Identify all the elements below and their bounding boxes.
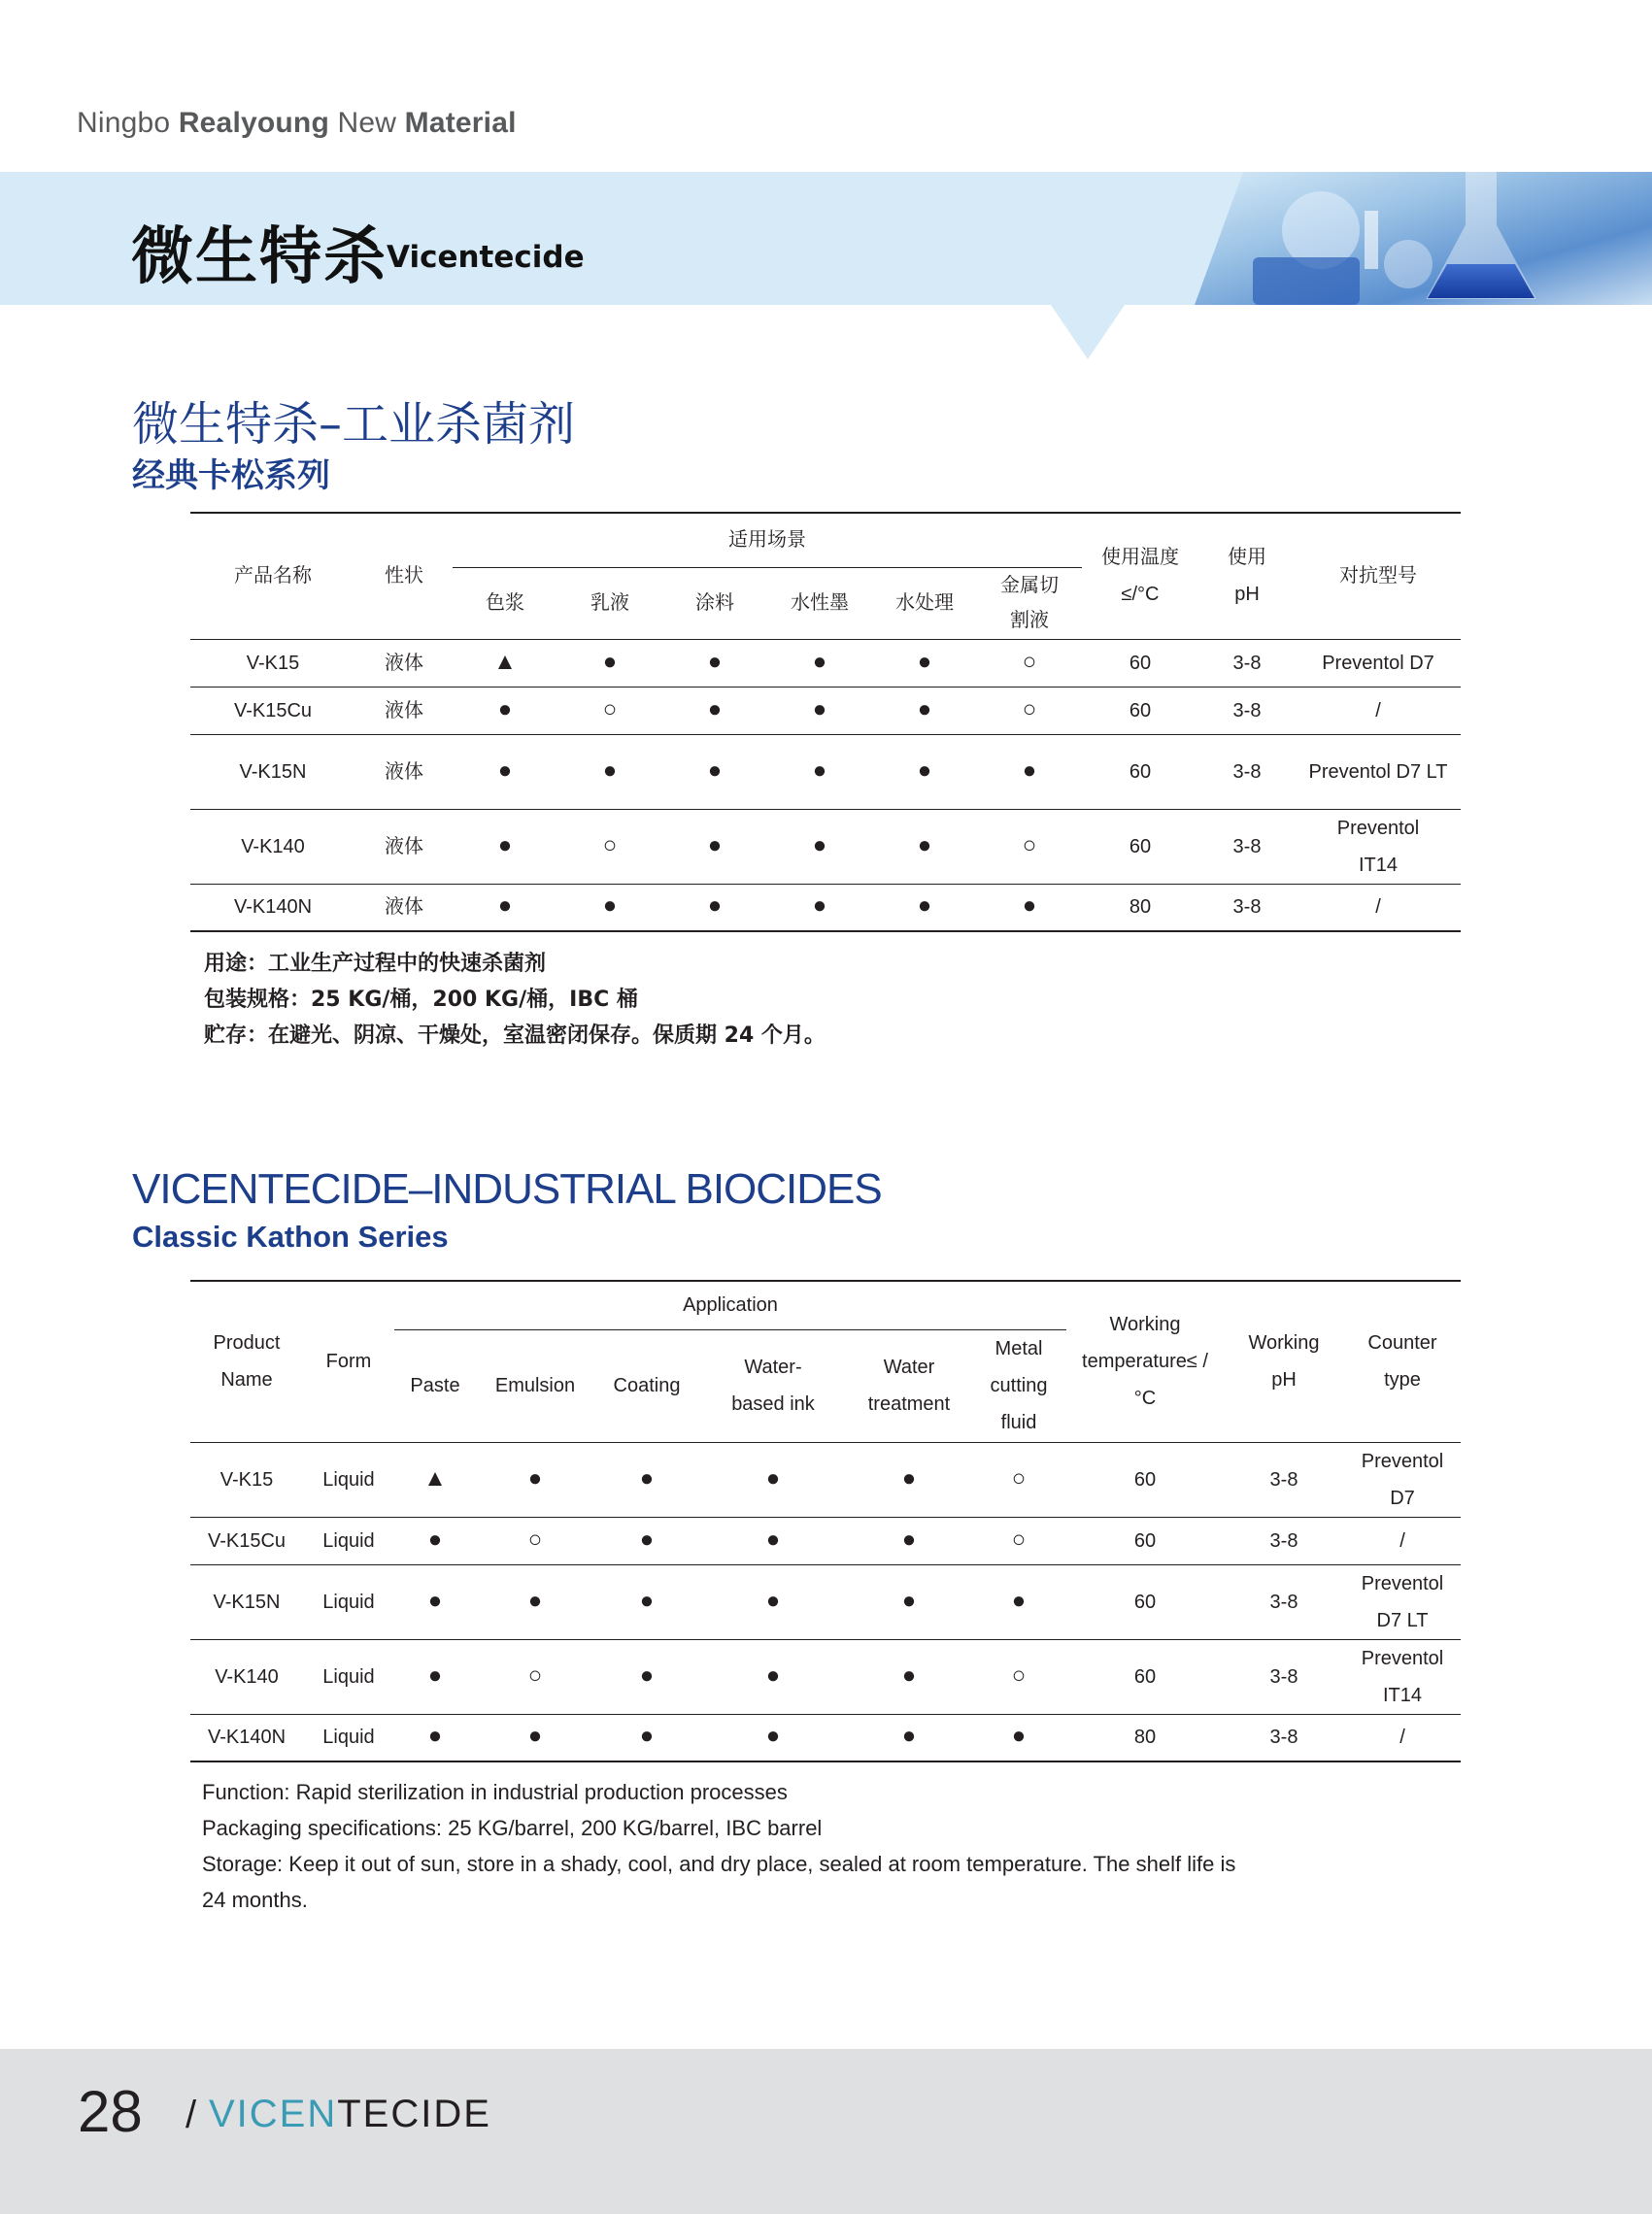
cn-notes xyxy=(204,946,826,1054)
app-marker: ● xyxy=(1011,1723,1027,1750)
table-row xyxy=(190,809,1461,884)
app-marker: ○ xyxy=(1022,695,1037,722)
en-note-packaging: Packaging specifications: 25 KG/barrel, 200 KG/barrel, IBC barrel xyxy=(202,1816,823,1840)
company-name-part4: Material xyxy=(404,107,517,139)
app-marker: ● xyxy=(901,1587,917,1614)
app-marker: ● xyxy=(917,756,932,784)
form-cell: Liquid xyxy=(303,1442,394,1517)
app-marker: ● xyxy=(427,1723,443,1750)
app-marker: ● xyxy=(1022,892,1037,920)
ph-cell: 3-8 xyxy=(1224,1442,1344,1517)
table-row xyxy=(190,1639,1461,1714)
footer-brand-part1: VICEN xyxy=(209,2093,338,2135)
counter-cell: / xyxy=(1344,1714,1461,1761)
app-marker: ● xyxy=(901,1723,917,1750)
app-marker: ● xyxy=(812,756,827,784)
page-number: 28 xyxy=(78,2079,143,2144)
app-marker: ○ xyxy=(1022,648,1037,675)
company-name xyxy=(77,107,517,140)
en-header-app-paste: Paste xyxy=(410,1375,460,1396)
cn-header-application: 适用场景 xyxy=(453,513,1082,567)
form-cell: 液体 xyxy=(355,734,453,809)
app-marker: ● xyxy=(765,1723,781,1750)
table-row xyxy=(190,884,1461,931)
product-cell: V-K15 xyxy=(190,639,355,687)
form-cell: Liquid xyxy=(303,1639,394,1714)
app-marker: ▲ xyxy=(493,648,517,675)
cn-note-usage: 用途：工业生产过程中的快速杀菌剂 xyxy=(204,952,547,976)
app-marker: ● xyxy=(812,648,827,675)
temp-cell: 60 xyxy=(1082,809,1198,884)
ph-cell: 3-8 xyxy=(1224,1639,1344,1714)
form-cell: 液体 xyxy=(355,884,453,931)
app-marker: ● xyxy=(765,1661,781,1689)
app-marker: ● xyxy=(427,1661,443,1689)
temp-cell: 80 xyxy=(1066,1714,1224,1761)
cn-header-app-coating: 涂料 xyxy=(695,592,734,614)
app-marker: ● xyxy=(427,1587,443,1614)
app-marker: ● xyxy=(917,892,932,920)
app-marker: ● xyxy=(639,1723,655,1750)
app-marker: ● xyxy=(901,1464,917,1492)
app-marker: ● xyxy=(812,831,827,858)
app-marker: ● xyxy=(602,892,618,920)
counter-cell: / xyxy=(1296,884,1461,931)
app-marker: ○ xyxy=(527,1526,543,1553)
en-header-form: Form xyxy=(303,1281,394,1442)
en-note-shelf-life: 24 months. xyxy=(202,1888,308,1912)
app-marker: ● xyxy=(639,1526,655,1553)
en-header-product: Product Name xyxy=(190,1281,303,1442)
banner-notch xyxy=(1051,305,1125,359)
app-marker: ● xyxy=(765,1526,781,1553)
product-cell: V-K15N xyxy=(190,734,355,809)
counter-cell: / xyxy=(1344,1517,1461,1564)
temp-cell: 60 xyxy=(1066,1517,1224,1564)
app-marker: ● xyxy=(639,1661,655,1689)
app-marker: ○ xyxy=(1011,1464,1027,1492)
en-header-app-coating: Coating xyxy=(613,1375,681,1396)
app-marker: ○ xyxy=(527,1661,543,1689)
form-cell: Liquid xyxy=(303,1517,394,1564)
temp-cell: 60 xyxy=(1082,687,1198,734)
company-name-part3: New xyxy=(328,107,405,139)
cn-header-app-water: 水处理 xyxy=(895,592,954,614)
ph-cell: 3-8 xyxy=(1198,734,1296,809)
app-marker: ● xyxy=(497,892,513,920)
cn-note-packaging: 包装规格：25 KG/桶，200 KG/桶，IBC 桶 xyxy=(204,988,638,1012)
app-marker: ● xyxy=(497,756,513,784)
app-marker: ● xyxy=(527,1723,543,1750)
counter-cell: / xyxy=(1296,687,1461,734)
cn-header-temp-line2: ≤/°C xyxy=(1121,584,1160,606)
lab-glassware-illustration xyxy=(1117,172,1652,305)
cn-section-title: 微生特杀–工业杀菌剂 xyxy=(132,397,576,452)
table-row xyxy=(190,734,1461,809)
en-section-title: VICENTECIDE–INDUSTRIAL BIOCIDES xyxy=(132,1165,882,1213)
app-marker: ● xyxy=(707,892,723,920)
page-slash: / xyxy=(185,2094,197,2136)
cn-header-counter: 对抗型号 xyxy=(1296,513,1461,639)
cn-header-temp xyxy=(1082,513,1198,639)
cn-header-ph-line2: pH xyxy=(1234,584,1260,606)
company-name-part1: Ningbo xyxy=(77,107,179,139)
product-cell: V-K140 xyxy=(190,809,355,884)
footer-brand-part2: TECIDE xyxy=(337,2093,491,2135)
app-marker: ● xyxy=(639,1587,655,1614)
ph-cell: 3-8 xyxy=(1224,1714,1344,1761)
product-cell: V-K140N xyxy=(190,884,355,931)
cn-section-subtitle: 经典卡松系列 xyxy=(132,456,330,495)
product-cell: V-K15 xyxy=(190,1442,303,1517)
temp-cell: 60 xyxy=(1082,734,1198,809)
ph-cell: 3-8 xyxy=(1198,809,1296,884)
app-marker: ● xyxy=(527,1464,543,1492)
form-cell: 液体 xyxy=(355,639,453,687)
app-marker: ○ xyxy=(1022,831,1037,858)
cn-header-ph xyxy=(1198,513,1296,639)
en-header-app-emulsion: Emulsion xyxy=(494,1375,576,1396)
app-marker: ● xyxy=(497,831,513,858)
app-marker: ● xyxy=(602,756,618,784)
table-row xyxy=(190,1517,1461,1564)
cn-header-product: 产品名称 xyxy=(190,513,355,639)
app-marker: ▲ xyxy=(423,1464,447,1492)
ph-cell: 3-8 xyxy=(1224,1517,1344,1564)
product-cell: V-K15Cu xyxy=(190,1517,303,1564)
ph-cell: 3-8 xyxy=(1224,1564,1344,1639)
app-marker: ● xyxy=(812,695,827,722)
page-footer xyxy=(0,2049,1652,2214)
ph-cell: 3-8 xyxy=(1198,884,1296,931)
table-row xyxy=(190,1442,1461,1517)
app-marker: ● xyxy=(707,648,723,675)
app-marker: ● xyxy=(707,695,723,722)
app-marker: ● xyxy=(917,695,932,722)
app-marker: ○ xyxy=(1011,1661,1027,1689)
en-header-ph: Working pH xyxy=(1224,1281,1344,1442)
app-marker: ● xyxy=(639,1464,655,1492)
table-row xyxy=(190,1714,1461,1761)
footer-brand xyxy=(209,2093,491,2136)
app-marker: ● xyxy=(427,1526,443,1553)
app-marker: ● xyxy=(917,831,932,858)
en-header-counter: Counter type xyxy=(1344,1281,1461,1442)
cn-spec-table xyxy=(190,512,1461,932)
cn-header-app-paste: 色浆 xyxy=(486,592,524,614)
cn-header-temp-line1: 使用温度 xyxy=(1101,547,1179,569)
app-marker: ● xyxy=(765,1587,781,1614)
form-cell: Liquid xyxy=(303,1714,394,1761)
en-note-storage: Storage: Keep it out of sun, store in a shady, cool, and dry place, sealed at room temperature. The shelf life is xyxy=(202,1852,1236,1876)
temp-cell: 60 xyxy=(1066,1639,1224,1714)
counter-cell: Preventol D7 LT xyxy=(1296,734,1461,809)
app-marker: ● xyxy=(707,831,723,858)
counter-cell: Preventol D7 xyxy=(1344,1442,1461,1517)
en-header-app-metal: Metal cutting fluid xyxy=(990,1338,1048,1433)
cn-header-app-ink: 水性墨 xyxy=(791,592,849,614)
app-marker: ● xyxy=(765,1464,781,1492)
app-marker: ○ xyxy=(602,831,618,858)
app-marker: ● xyxy=(812,892,827,920)
en-spec-table xyxy=(190,1280,1461,1762)
table-row xyxy=(190,639,1461,687)
temp-cell: 80 xyxy=(1082,884,1198,931)
ph-cell: 3-8 xyxy=(1198,639,1296,687)
table-row xyxy=(190,687,1461,734)
temp-cell: 60 xyxy=(1066,1564,1224,1639)
cn-header-form: 性状 xyxy=(355,513,453,639)
product-cell: V-K140 xyxy=(190,1639,303,1714)
banner-title-en: Vicentecide xyxy=(387,240,585,275)
app-marker: ● xyxy=(527,1587,543,1614)
app-marker: ○ xyxy=(602,695,618,722)
form-cell: 液体 xyxy=(355,687,453,734)
form-cell: 液体 xyxy=(355,809,453,884)
company-name-part2: Realyoung xyxy=(178,107,329,139)
cn-note-storage: 贮存：在避光、阴凉、干燥处，室温密闭保存。保质期 24 个月。 xyxy=(204,1023,826,1048)
app-marker: ● xyxy=(901,1526,917,1553)
counter-cell: Preventol D7 xyxy=(1296,639,1461,687)
title-banner xyxy=(0,172,1652,305)
temp-cell: 60 xyxy=(1066,1442,1224,1517)
en-section-subtitle: Classic Kathon Series xyxy=(132,1220,449,1254)
app-marker: ● xyxy=(707,756,723,784)
product-cell: V-K15N xyxy=(190,1564,303,1639)
counter-cell: Preventol IT14 xyxy=(1344,1639,1461,1714)
app-marker: ○ xyxy=(1011,1526,1027,1553)
app-marker: ● xyxy=(901,1661,917,1689)
cn-header-app-emulsion: 乳液 xyxy=(590,592,629,614)
en-header-application: Application xyxy=(394,1281,1066,1329)
app-marker: ● xyxy=(602,648,618,675)
en-notes xyxy=(202,1774,1465,1918)
app-marker: ● xyxy=(1011,1587,1027,1614)
table-row xyxy=(190,1564,1461,1639)
app-marker: ● xyxy=(917,648,932,675)
product-cell: V-K15Cu xyxy=(190,687,355,734)
ph-cell: 3-8 xyxy=(1198,687,1296,734)
counter-cell: Preventol IT14 xyxy=(1296,809,1461,884)
banner-title-cn: 微生特杀 xyxy=(131,221,388,293)
en-header-app-water: Water treatment xyxy=(867,1357,951,1415)
cn-header-app-metal: 金属切割液 xyxy=(1000,575,1059,631)
product-cell: V-K140N xyxy=(190,1714,303,1761)
app-marker: ● xyxy=(497,695,513,722)
app-marker: ● xyxy=(1022,756,1037,784)
en-note-function: Function: Rapid sterilization in industrial production processes xyxy=(202,1780,788,1804)
counter-cell: Preventol D7 LT xyxy=(1344,1564,1461,1639)
en-header-temp: Working temperature≤ / °C xyxy=(1066,1281,1224,1442)
cn-header-ph-line1: 使用 xyxy=(1228,547,1266,569)
form-cell: Liquid xyxy=(303,1564,394,1639)
temp-cell: 60 xyxy=(1082,639,1198,687)
en-header-app-ink: Water-based ink xyxy=(731,1357,815,1415)
